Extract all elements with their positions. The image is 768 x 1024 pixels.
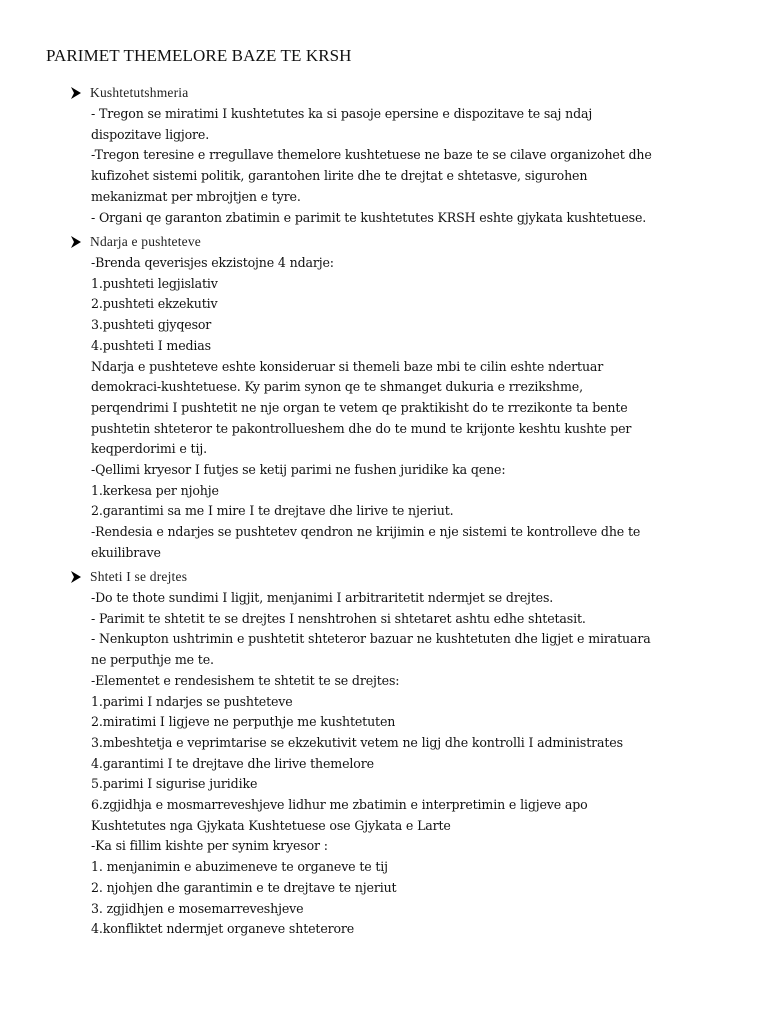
body-line: -Elementet e rendesishem te shtetit te se drejtes: (91, 672, 400, 688)
body-line: 1.kerkesa per njohje (91, 482, 219, 498)
body-line: 2. njohjen dhe garantimin e te drejtave te njeriut (91, 879, 397, 895)
body-line: 1. menjanimin e abuzimeneve te organeve te tij (91, 859, 388, 875)
body-line: 1.pushteti legjislativ (91, 275, 218, 291)
body-line: -Ka si fillim kishte per synim kryesor : (91, 838, 328, 854)
body-line: Kushtetutes nga Gjykata Kushtetuese ose Gjykata e Larte (91, 817, 451, 833)
body-line: -Brenda qeverisjes ekzistojne 4 ndarje: (91, 255, 334, 270)
body-line: -Rendesia e ndarjes se pushtetev qendron ne krijimin e nje sistemi te kontrolleve dhe te (91, 524, 641, 540)
body-line: perqendrimi I pushtetit ne nje organ te vetem qe praktikisht do te rrezikonte ta bente (91, 399, 628, 415)
body-line: - Tregon se miratimi I kushtetutes ka si pasoje epersine e dispozitave te saj ndaj (91, 106, 593, 121)
body-line: ekuilibrave (91, 544, 161, 560)
arrow-bullet-icon (70, 236, 90, 248)
body-line: kufizohet sistemi politik, garantohen lirite dhe te drejtat e shtetasve, sigurohen (91, 168, 588, 184)
body-line: mekanizmat per mbrojtjen e tyre. (91, 188, 301, 204)
body-line: 3. zgjidhjen e mosemarreveshjeve (91, 900, 304, 916)
body-line: ne perputhje me te. (91, 652, 214, 668)
body-line: 6.zgjidhja e mosmarreveshjeve lidhur me zbatimin e interpretimin e ligjeve apo (91, 797, 588, 813)
body-line: 2.garantimi sa me I mire I te drejtave dhe lirive te njeriut. (91, 503, 454, 519)
section-heading-row (70, 233, 690, 251)
section-heading: Kushtetutshmeria (90, 85, 189, 100)
body-line: -Do te thote sundimi I ligjit, menjanimi I arbitraritetit ndermjet se drejtes. (91, 590, 554, 605)
section-heading: Shteti I se drejtes (90, 569, 188, 584)
page-title: PARIMET THEMELORE BAZE TE KRSH (46, 46, 352, 65)
body-line: - Nenkupton ushtrimin e pushtetit shteteror bazuar ne kushtetuten dhe ligjet e miratuara (91, 631, 651, 647)
body-line: Ndarja e pushteteve eshte konsideruar si themeli baze mbi te cilin eshte ndertuar (91, 358, 604, 374)
section-body (91, 104, 690, 228)
body-line: pushtetin shteteror te pakontrollueshem dhe do te mund te krijonte keshtu kushte per (91, 420, 632, 436)
body-line: 5.parimi I sigurise juridike (91, 776, 258, 792)
arrow-bullet-icon (70, 571, 90, 583)
section-heading: Ndarja e pushteteve (90, 234, 202, 249)
body-line: demokraci-kushtetuese. Ky parim synon qe te shmanget dukuria e rrezikshme, (91, 379, 583, 395)
body-line: 3.mbeshtetja e veprimtarise se ekzekutivit vetem ne ligj dhe kontrolli I administrates (91, 734, 623, 750)
section-body (91, 253, 690, 564)
section-body (91, 588, 690, 940)
body-line: -Qellimi kryesor I futjes se ketij parimi ne fushen juridike ka qene: (91, 462, 506, 478)
section-ndarja-e-pushteteve (70, 233, 690, 564)
body-line: - Organi qe garanton zbatimin e parimit te kushtetutes KRSH eshte gjykata kushtetuese. (91, 209, 647, 225)
body-line: - Parimit te shtetit te se drejtes I nenshtrohen si shtetaret ashtu edhe shtetasit. (91, 610, 586, 626)
body-line: -Tregon teresine e rregullave themelore kushtetuese ne baze te se cilave organizohet dhe (91, 147, 652, 163)
body-line: 4.pushteti I medias (91, 337, 211, 353)
body-line: dispozitave ligjore. (91, 126, 210, 142)
body-line: keqperdorimi e tij. (91, 441, 207, 457)
section-heading-row (70, 84, 690, 102)
body-line: 3.pushteti gjyqesor (91, 317, 212, 333)
body-line: 2.pushteti ekzekutiv (91, 296, 218, 312)
arrow-bullet-icon (70, 87, 90, 99)
body-line: 4.garantimi I te drejtave dhe lirive themelore (91, 755, 374, 771)
section-kushtetutshmeria (70, 84, 690, 228)
section-heading-row (70, 568, 690, 586)
section-shteti-i-se-drejtes (70, 568, 690, 940)
body-line: 4.konfliktet ndermjet organeve shteterore (91, 921, 355, 937)
body-line: 1.parimi I ndarjes se pushteteve (91, 693, 293, 709)
body-line: 2.miratimi I ligjeve ne perputhje me kushtetuten (91, 714, 396, 730)
